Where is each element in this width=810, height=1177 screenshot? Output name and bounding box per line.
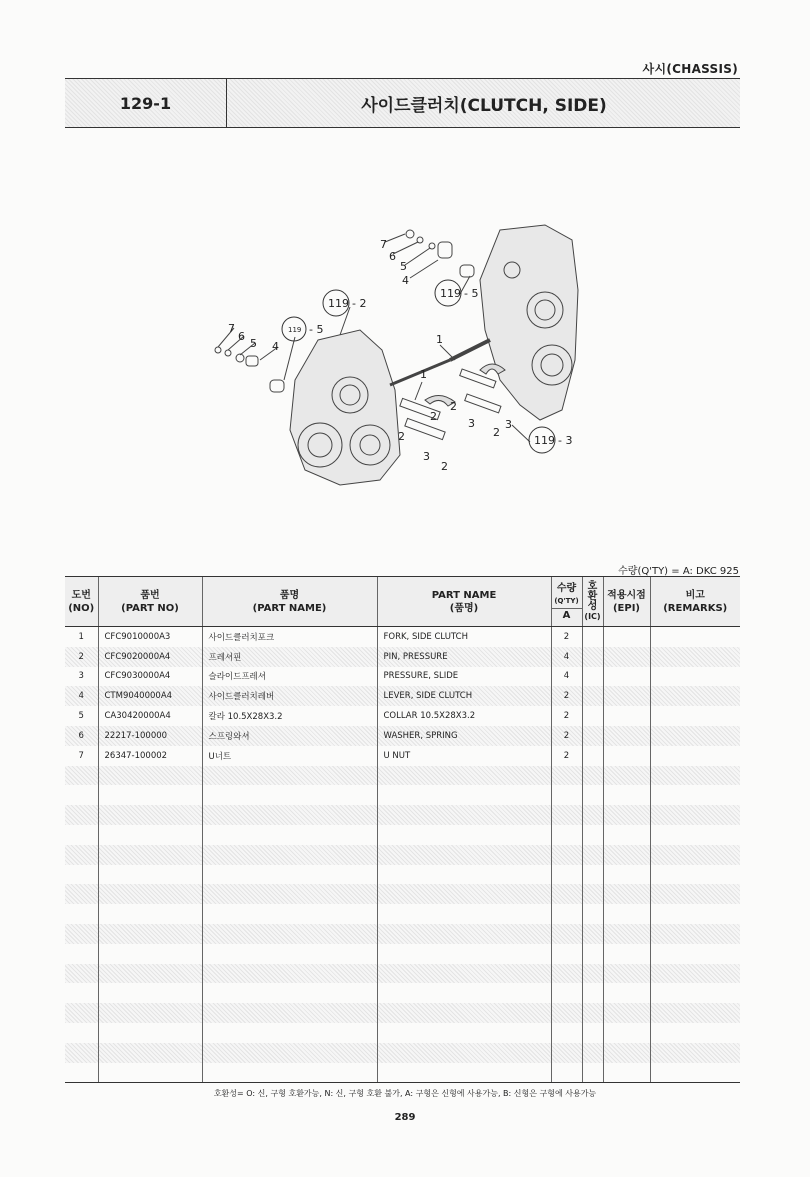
cell-remarks: [650, 805, 740, 825]
cell-qty: [551, 805, 582, 825]
cell-name_kr: [202, 785, 377, 805]
callout-2d: 2: [493, 426, 500, 439]
cell-remarks: [650, 785, 740, 805]
callout-7b: 7: [228, 322, 235, 335]
cell-remarks: [650, 944, 740, 964]
cell-name_en: [377, 825, 551, 845]
svg-text:- 2: - 2: [352, 297, 367, 310]
title-bar: [65, 78, 740, 128]
cell-no: [65, 983, 98, 1003]
callout-1b: 1: [420, 368, 427, 381]
cell-no: 7: [78, 750, 84, 761]
cell-no: [65, 884, 98, 904]
cell-qty: 4: [551, 667, 582, 687]
cell-qty: [551, 825, 582, 845]
cell-name_kr: 슬라이드프레셔: [202, 667, 377, 687]
cell-qty: 2: [551, 706, 582, 726]
callout-2c: 2: [398, 430, 405, 443]
cell-ic: [582, 1003, 603, 1023]
cell-ic: [582, 627, 603, 647]
cell-epi: [603, 983, 650, 1003]
cell-ic: [582, 845, 603, 865]
cell-part_no: [98, 884, 202, 904]
svg-text:119: 119: [440, 287, 461, 300]
header-part-name-en: PART NAME (품명): [377, 577, 551, 627]
cell-part_no: [98, 964, 202, 984]
cell-name_kr: [202, 1063, 377, 1083]
table-row: [65, 746, 740, 766]
cell-qty: 2: [551, 726, 582, 746]
cell-name_en: [377, 805, 551, 825]
cell-part_no: [98, 904, 202, 924]
table-row-empty: [65, 924, 740, 944]
callout-6: 6: [389, 250, 396, 263]
cell-name_kr: U너트: [202, 746, 377, 766]
cell-epi: [603, 667, 650, 687]
cell-qty: [551, 845, 582, 865]
cell-ic: [582, 746, 603, 766]
cell-remarks: [650, 825, 740, 845]
table-row: [65, 706, 740, 726]
cell-epi: [603, 884, 650, 904]
cell-epi: [603, 726, 650, 746]
cell-qty: 4: [551, 647, 582, 667]
cell-epi: [603, 1043, 650, 1063]
cell-name_en: FORK, SIDE CLUTCH: [377, 627, 551, 647]
cell-part_no: CTM9040000A4: [98, 686, 202, 706]
header-ic: 호 환 성 (IC): [582, 577, 603, 627]
cell-no: 6: [65, 726, 98, 746]
cell-ic: [582, 884, 603, 904]
cell-remarks: [650, 746, 740, 766]
table-row-empty: [65, 983, 740, 1003]
cell-part_no: 22217-100000: [98, 726, 202, 746]
cell-qty: 2: [551, 746, 582, 766]
page-number: 289: [394, 1112, 416, 1123]
cell-part_no: [98, 845, 202, 865]
cell-ic: [582, 924, 603, 944]
cell-remarks: [650, 686, 740, 706]
cell-part_no: [98, 766, 202, 786]
cell-ic: [582, 865, 603, 885]
cell-epi: [603, 627, 650, 647]
right-housing: [480, 225, 578, 420]
cell-ic: [582, 686, 603, 706]
cell-no: [65, 1023, 98, 1043]
callout-1: 1: [436, 333, 443, 346]
cell-part_no: [98, 805, 202, 825]
cell-ic: [582, 944, 603, 964]
cell-remarks: [650, 667, 740, 687]
cell-remarks: [650, 726, 740, 746]
cell-name_en: [377, 964, 551, 984]
cell-qty: [551, 944, 582, 964]
header-no: 도번 (NO): [65, 577, 98, 627]
cell-no: 1: [78, 631, 84, 642]
cell-name_en: [377, 924, 551, 944]
table-row: [65, 667, 740, 687]
cell-part_no: [98, 1003, 202, 1023]
cell-ic: [582, 785, 603, 805]
cell-name_en: PRESSURE, SLIDE: [377, 667, 551, 687]
cell-name_kr: 사이드클러치포크: [202, 627, 377, 647]
cell-name_kr: [202, 825, 377, 845]
cell-no: [65, 865, 98, 885]
cell-part_no: [98, 924, 202, 944]
callout-4: 4: [402, 274, 409, 287]
cell-qty: [551, 1003, 582, 1023]
cell-qty: [551, 766, 582, 786]
parts-table: [65, 576, 740, 1083]
cell-no: 5: [78, 711, 84, 722]
page-title: 사이드클러치(CLUTCH, SIDE): [361, 95, 607, 116]
cell-name_en: WASHER, SPRING: [377, 726, 551, 746]
cell-no: [65, 1003, 98, 1023]
quantity-note: 수량(Q'TY) = A: DKC 925: [618, 566, 739, 577]
cell-name_en: [377, 944, 551, 964]
cell-part_no: [98, 983, 202, 1003]
header-epi: 적용시점 (EPI): [603, 577, 650, 627]
cell-name_en: [377, 904, 551, 924]
cell-ic: [582, 1043, 603, 1063]
cell-name_kr: 스프링와셔: [202, 726, 377, 746]
cell-name_en: [377, 1003, 551, 1023]
callout-6b: 6: [238, 330, 245, 343]
callout-2b: 2: [430, 410, 437, 423]
cell-remarks: [650, 845, 740, 865]
cell-name_kr: [202, 904, 377, 924]
cell-part_no: CFC9030000A4: [98, 667, 202, 687]
table-row-empty: [65, 964, 740, 984]
cell-epi: [603, 865, 650, 885]
callout-5b: 5: [250, 337, 257, 350]
table-row-empty: [65, 1003, 740, 1023]
cell-epi: [603, 924, 650, 944]
table-row-empty: [65, 1063, 740, 1083]
table-row: [65, 726, 740, 746]
section-label: 사시(CHASSIS): [642, 62, 738, 76]
cell-ic: [582, 825, 603, 845]
cell-part_no: [98, 1043, 202, 1063]
cell-epi: [603, 686, 650, 706]
cell-qty: [551, 1063, 582, 1083]
svg-text:- 3: - 3: [558, 434, 573, 447]
cell-no: [65, 766, 98, 786]
cell-name_en: PIN, PRESSURE: [377, 647, 551, 667]
cell-qty: 2: [551, 627, 582, 647]
cell-epi: [603, 706, 650, 726]
cell-epi: [603, 1063, 650, 1083]
cell-name_kr: [202, 924, 377, 944]
cell-name_en: [377, 865, 551, 885]
cell-name_kr: 프레셔핀: [202, 647, 377, 667]
svg-text:119: 119: [328, 297, 349, 310]
svg-text:- 5: - 5: [464, 287, 479, 300]
cell-part_no: [98, 865, 202, 885]
cell-part_no: [98, 1063, 202, 1083]
table-row-empty: [65, 1023, 740, 1043]
callout-2a: 2: [450, 400, 457, 413]
table-row-empty: [65, 1043, 740, 1063]
cell-epi: [603, 746, 650, 766]
cell-name_en: [377, 884, 551, 904]
table-row-empty: [65, 904, 740, 924]
cell-name_kr: [202, 805, 377, 825]
cell-name_kr: [202, 944, 377, 964]
table-row: [65, 627, 740, 647]
cell-ic: [582, 1063, 603, 1083]
cell-no: [65, 1043, 98, 1063]
cell-qty: [551, 983, 582, 1003]
cell-ic: [582, 964, 603, 984]
cell-name_kr: [202, 983, 377, 1003]
cell-part_no: [98, 1023, 202, 1043]
callout-3b: 3: [423, 450, 430, 463]
cell-epi: [603, 766, 650, 786]
cell-ic: [582, 1023, 603, 1043]
cell-remarks: [650, 766, 740, 786]
svg-text:119: 119: [288, 326, 302, 334]
callout-5: 5: [400, 260, 407, 273]
cell-name_en: LEVER, SIDE CLUTCH: [377, 686, 551, 706]
cell-name_en: [377, 766, 551, 786]
cell-epi: [603, 825, 650, 845]
table-row-empty: [65, 805, 740, 825]
cell-remarks: [650, 1043, 740, 1063]
cell-part_no: 26347-100002: [98, 746, 202, 766]
cell-qty: [551, 964, 582, 984]
svg-text:119: 119: [534, 434, 555, 447]
cell-remarks: [650, 1063, 740, 1083]
cell-name_en: [377, 845, 551, 865]
cell-name_kr: [202, 1043, 377, 1063]
cell-epi: [603, 944, 650, 964]
cell-no: [65, 904, 98, 924]
header-part-name-kr: 품명 (PART NAME): [202, 577, 377, 627]
cell-qty: [551, 1043, 582, 1063]
cell-ic: [582, 706, 603, 726]
cell-name_en: U NUT: [377, 746, 551, 766]
cell-qty: [551, 884, 582, 904]
cell-ic: [582, 805, 603, 825]
cell-part_no: [98, 785, 202, 805]
callout-3a: 3: [468, 417, 475, 430]
cell-name_en: [377, 1023, 551, 1043]
table-row: [65, 686, 740, 706]
callout-3c: 3: [505, 418, 512, 431]
cell-remarks: [650, 964, 740, 984]
cell-name_en: COLLAR 10.5X28X3.2: [377, 706, 551, 726]
cell-remarks: [650, 647, 740, 667]
exploded-parts-diagram: [200, 210, 600, 495]
cell-part_no: CFC9020000A4: [98, 647, 202, 667]
cell-name_en: [377, 785, 551, 805]
cell-qty: 2: [551, 686, 582, 706]
header-remarks: 비고 (REMARKS): [650, 577, 740, 627]
compatibility-note: 호환성= O: 신, 구형 호환가능, N: 신, 구형 호환 불가, A: 구형은 신형에 사용가능, B: 신형은 구형에 사용가능: [213, 1089, 597, 1098]
cell-epi: [603, 964, 650, 984]
table-row-empty: [65, 766, 740, 786]
cell-name_kr: [202, 964, 377, 984]
cell-epi: [603, 647, 650, 667]
cell-epi: [603, 1003, 650, 1023]
cell-no: [65, 785, 98, 805]
cell-ic: [582, 904, 603, 924]
cell-ic: [582, 983, 603, 1003]
cell-no: [65, 944, 98, 964]
cell-ic: [582, 726, 603, 746]
cell-epi: [603, 805, 650, 825]
cell-epi: [603, 785, 650, 805]
cell-no: [65, 825, 98, 845]
cell-remarks: [650, 904, 740, 924]
cell-name_en: [377, 1043, 551, 1063]
cell-name_kr: [202, 1023, 377, 1043]
cell-no: [65, 845, 98, 865]
cell-ic: [582, 766, 603, 786]
table-row-empty: [65, 785, 740, 805]
cell-name_kr: [202, 865, 377, 885]
svg-text:- 5: - 5: [309, 323, 324, 336]
table-row-empty: [65, 845, 740, 865]
cell-remarks: [650, 1003, 740, 1023]
cell-qty: [551, 785, 582, 805]
cell-part_no: CA30420000A4: [98, 706, 202, 726]
parts-table-body: [65, 627, 740, 1083]
cell-epi: [603, 1023, 650, 1043]
cell-qty: [551, 865, 582, 885]
cell-no: 4: [65, 686, 98, 706]
cell-no: [65, 1063, 98, 1083]
table-row-empty: [65, 944, 740, 964]
callout-4b: 4: [272, 340, 279, 353]
cell-remarks: [650, 983, 740, 1003]
cell-name_kr: 칼라 10.5X28X3.2: [202, 706, 377, 726]
cell-name_kr: [202, 1003, 377, 1023]
cell-remarks: [650, 884, 740, 904]
table-row-empty: [65, 825, 740, 845]
table-row-empty: [65, 884, 740, 904]
table-row: [65, 647, 740, 667]
cell-part_no: [98, 825, 202, 845]
cell-remarks: [650, 924, 740, 944]
cell-no: 3: [78, 671, 84, 682]
cell-name_kr: [202, 766, 377, 786]
cell-epi: [603, 845, 650, 865]
cell-no: [65, 805, 98, 825]
callout-7: 7: [380, 238, 387, 251]
cell-no: 2: [65, 647, 98, 667]
header-part-no: 품번 (PART NO): [98, 577, 202, 627]
header-qty: 수량 (Q'TY) A: [551, 577, 582, 627]
cell-remarks: [650, 865, 740, 885]
cell-ic: [582, 667, 603, 687]
callout-2e: 2: [441, 460, 448, 473]
cell-name_en: [377, 1063, 551, 1083]
cell-qty: [551, 904, 582, 924]
cell-no: [65, 964, 98, 984]
cell-name_kr: [202, 845, 377, 865]
cell-name_kr: [202, 884, 377, 904]
cell-part_no: [98, 944, 202, 964]
cell-remarks: [650, 627, 740, 647]
cell-remarks: [650, 1023, 740, 1043]
table-row-empty: [65, 865, 740, 885]
cell-name_en: [377, 983, 551, 1003]
figure-code: 129-1: [65, 79, 227, 127]
cell-remarks: [650, 706, 740, 726]
cell-part_no: CFC9010000A3: [98, 627, 202, 647]
cell-ic: [582, 647, 603, 667]
cell-epi: [603, 904, 650, 924]
cell-name_kr: 사이드클러치레버: [202, 686, 377, 706]
cell-qty: [551, 924, 582, 944]
cell-no: [65, 924, 98, 944]
cell-qty: [551, 1023, 582, 1043]
